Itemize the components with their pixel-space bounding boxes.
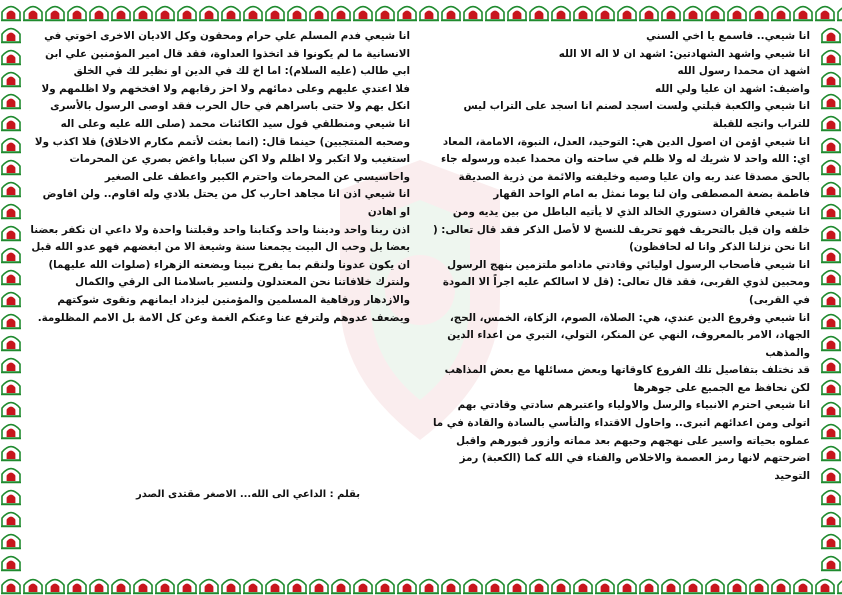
border-tile [507, 580, 527, 594]
border-tile [815, 580, 835, 594]
border-tile [821, 227, 841, 241]
border-tile [1, 161, 21, 175]
border-tile [821, 249, 841, 263]
border-tile [1, 337, 21, 351]
border-tile [485, 7, 505, 21]
border-tile [551, 580, 571, 594]
border-tile [23, 580, 43, 594]
border-tile [397, 7, 417, 21]
article-column-left [30, 28, 410, 327]
decorative-border-left [0, 22, 22, 573]
border-tile [749, 7, 769, 21]
border-tile [815, 7, 835, 21]
border-tile [771, 7, 791, 21]
border-tile [705, 7, 725, 21]
border-tile [1, 425, 21, 439]
border-tile [821, 447, 841, 461]
border-tile [45, 7, 65, 21]
border-tile [309, 580, 329, 594]
border-tile [821, 337, 841, 351]
border-tile [529, 7, 549, 21]
border-tile [821, 293, 841, 307]
border-tile [1, 7, 21, 21]
border-tile [67, 580, 87, 594]
border-tile [89, 7, 109, 21]
border-tile [353, 7, 373, 21]
border-tile [683, 580, 703, 594]
border-tile [1, 249, 21, 263]
border-tile [419, 7, 439, 21]
border-tile [837, 7, 842, 21]
border-tile [1, 403, 21, 417]
border-tile [45, 580, 65, 594]
border-tile [821, 183, 841, 197]
border-tile [265, 580, 285, 594]
border-tile [837, 580, 842, 594]
border-tile [821, 403, 841, 417]
border-tile [661, 7, 681, 21]
decorative-border-bottom [0, 573, 842, 595]
border-tile [177, 580, 197, 594]
border-tile [331, 580, 351, 594]
border-tile [617, 580, 637, 594]
border-tile [1, 580, 21, 594]
border-tile [397, 580, 417, 594]
border-tile [639, 7, 659, 21]
paragraph: انا شيعي ومنطلقي قول سيد الكائنات محمد (صلى الله عليه وعلى اله وصحبه المنتجبين) حينما قال: (انما بعثت لأتمم مكارم الاخلاق) فلا اكذب ولا استغيب ولا اتكبر ولا اظلم ولا اكن سبابا واغض بصري عن المحرمات واحاسيسي عن المحرمات واحترم الكبير واعطف على الصغير [34, 117, 410, 183]
border-tile [821, 381, 841, 395]
border-tile [821, 359, 841, 373]
border-tile [1, 557, 21, 571]
border-tile [1, 293, 21, 307]
border-tile [221, 7, 241, 21]
author-signature: بقلم : الداعي الى الله... الاصغر مقتدى الصدر [136, 489, 360, 500]
border-tile [221, 580, 241, 594]
border-tile [821, 205, 841, 219]
border-tile [463, 7, 483, 21]
border-tile [821, 315, 841, 329]
article-column-right [430, 28, 810, 485]
paragraph: اذن ربنا واحد وديننا واحد وكتابنا واحد وقبلتنا واحدة ولا داعي ان نكفر بعضنا بعضا بل وحب ال البيت يجمعنا سنة وشيعة الا من ابغضهم فهو عدو الله قبل ان يكون عدونا ولنقم بما يفرح نبينا وبضعته الزهراء (صلوات الله عليهما) ولنترك خلافاتنا نحن المعتدلون ولنسير باسلامنا الى الرقي والكمال والازدهار ورفاهية المسلمين والمؤمنين ليزداد ايمانهم وتقوى شوكتهم ويضعف عدوهم ولترفع عنا وعنكم الغمة وعن كل الامة بل الامم المظلومة. [30, 223, 410, 324]
border-tile [821, 117, 841, 131]
border-tile [485, 580, 505, 594]
border-tile [463, 580, 483, 594]
border-tile [821, 51, 841, 65]
paragraph: انا شيعي والكعبة قبلتي ولست اسجد لصنم انا اسجد على التراب ليس للتراب واتجه للقبلة [463, 100, 810, 130]
border-tile [821, 271, 841, 285]
border-tile [639, 580, 659, 594]
border-tile [705, 580, 725, 594]
border-tile [199, 580, 219, 594]
border-tile [67, 7, 87, 21]
border-tile [243, 580, 263, 594]
border-tile [551, 7, 571, 21]
border-tile [821, 535, 841, 549]
decorative-border-top [0, 0, 842, 22]
border-tile [1, 73, 21, 87]
border-tile [133, 580, 153, 594]
border-tile [287, 580, 307, 594]
paragraph: اشهد ان محمدا رسول الله [677, 65, 810, 78]
border-tile [821, 425, 841, 439]
border-tile [133, 7, 153, 21]
border-tile [617, 7, 637, 21]
border-tile [1, 359, 21, 373]
border-tile [375, 7, 395, 21]
border-tile [821, 161, 841, 175]
border-tile [1, 51, 21, 65]
border-tile [573, 580, 593, 594]
border-tile [595, 580, 615, 594]
border-tile [419, 580, 439, 594]
decorative-border-right [820, 22, 842, 573]
border-tile [661, 580, 681, 594]
paragraph: فلا اعتدي عليهم وعلى دمائهم ولا احز رقابهم ولا افخخهم ولا اظلمهم ولا انكل بهم ولا حتى باسراهم في حال الحرب فقد اوصى الرسول بالأسرى [41, 82, 410, 113]
paragraph: انا شيعي اؤمن ان اصول الدين هي: التوحيد، العدل، النبوة، الامامة، المعاد [442, 135, 810, 148]
border-tile [1, 117, 21, 131]
border-tile [1, 183, 21, 197]
paragraph: واضيف: اشهد ان عليا ولي الله [655, 82, 810, 95]
border-tile [1, 95, 21, 109]
border-tile [331, 7, 351, 21]
border-tile [821, 469, 841, 483]
paragraph: انا شيعي اذن انا مجاهد احارب كل من يحتل بلادي وله اقاوم.. ولن افاوض او اهادن [42, 188, 410, 218]
border-tile [23, 7, 43, 21]
border-tile [1, 381, 21, 395]
border-tile [793, 7, 813, 21]
border-tile [155, 580, 175, 594]
border-tile [1, 535, 21, 549]
border-tile [287, 7, 307, 21]
border-tile [1, 491, 21, 505]
paragraph: قد نختلف بتفاصيل تلك الفروع كاوقاتها وبعض مسائلها مع بعض المذاهب لكن نحافظ مع الجميع على جوهرها [444, 364, 810, 394]
border-tile [821, 73, 841, 87]
border-tile [89, 580, 109, 594]
border-tile [821, 491, 841, 505]
border-tile [177, 7, 197, 21]
border-tile [353, 580, 373, 594]
border-tile [683, 7, 703, 21]
border-tile [1, 271, 21, 285]
border-tile [1, 139, 21, 153]
border-tile [595, 7, 615, 21]
border-tile [309, 7, 329, 21]
border-tile [749, 580, 769, 594]
border-tile [111, 580, 131, 594]
border-tile [727, 580, 747, 594]
border-tile [821, 29, 841, 43]
border-tile [1, 205, 21, 219]
border-tile [1, 227, 21, 241]
border-tile [1, 513, 21, 527]
border-tile [821, 513, 841, 527]
border-tile [793, 580, 813, 594]
border-tile [1, 447, 21, 461]
border-tile [1, 29, 21, 43]
border-tile [771, 580, 791, 594]
border-tile [375, 580, 395, 594]
border-tile [529, 580, 549, 594]
border-tile [727, 7, 747, 21]
paragraph: انا شيعي.. فاسمع يا اخي السني [646, 30, 810, 42]
paragraph: انا شيعي واشهد الشهادتين: اشهد ان لا اله الا الله [558, 47, 810, 60]
border-tile [507, 7, 527, 21]
paragraph: انا شيعي فدم المسلم علي حرام ومحقون وكل الاديان الاخرى اخوتي في الانسانية ما لم يكونوا قد اتخذوا العداوة، فقد قال امير المؤمنين علي ابن ابي طالب (عليه السلام): اما اخ لك في الدين او نظير لك في الخلق [44, 30, 410, 78]
border-tile [573, 7, 593, 21]
border-tile [265, 7, 285, 21]
border-tile [821, 557, 841, 571]
border-tile [1, 469, 21, 483]
border-tile [1, 315, 21, 329]
paragraph: انا شيعي وفروع الدين عندي، هي: الصلاة، الصوم، الزكاة، الخمس، الحج، الجهاد، الامر بالمعروف، النهي عن المنكر، التولي، التبري من اعداء الدين والمذهب [447, 311, 810, 359]
paragraph: انا شيعي احترم الانبياء والرسل والاولياء واعتبرهم سادتي وقادتي بهم اتولى ومن اعدائهم اتبرى.. واحاول الاقتداء والتأسي بالسادة والقادة في ما عملوه بحياته واسير على نهجهم وحبهم بعد مماته وازور قبورهم واقبل اضرحتهم لانها رمز العصمة والاخلاص والفناء في الله كما (الكعبة) رمز التوحيد [432, 399, 810, 482]
border-tile [821, 139, 841, 153]
border-tile [155, 7, 175, 21]
border-tile [111, 7, 131, 21]
border-tile [441, 7, 461, 21]
border-tile [821, 95, 841, 109]
paragraph: انا شيعي فالقران دستوري الخالد الذي لا يأتيه الباطل من بين يديه ومن خلفه وان قيل بالتحريف فهو تحريف للنسخ لا لأصل الذكر فقد قال تعالى: ( انا نحن نزلنا الذكر وانا له لحافظون) [433, 205, 810, 254]
border-tile [441, 580, 461, 594]
border-tile [199, 7, 219, 21]
paragraph: اي: الله واحد لا شريك له ولا ظلم في ساحته وان محمدا عبده ورسوله جاء بالحق مصدقا عند ربه وان عليا وصيه وخليفته والائمة من ذرية الصديقة فاطمة بضعة المصطفى وان لنا يوما نمثل به امام الواحد القهار [441, 153, 810, 201]
paragraph: انا شيعي فأصحاب الرسول اوليائي وقادتي مادامو ملتزمين بنهج الرسول ومحبين لذوي القربى، فقد قال تعالى: (قل لا اسالكم عليه اجراً الا المودة في القربى) [442, 258, 810, 306]
border-tile [243, 7, 263, 21]
